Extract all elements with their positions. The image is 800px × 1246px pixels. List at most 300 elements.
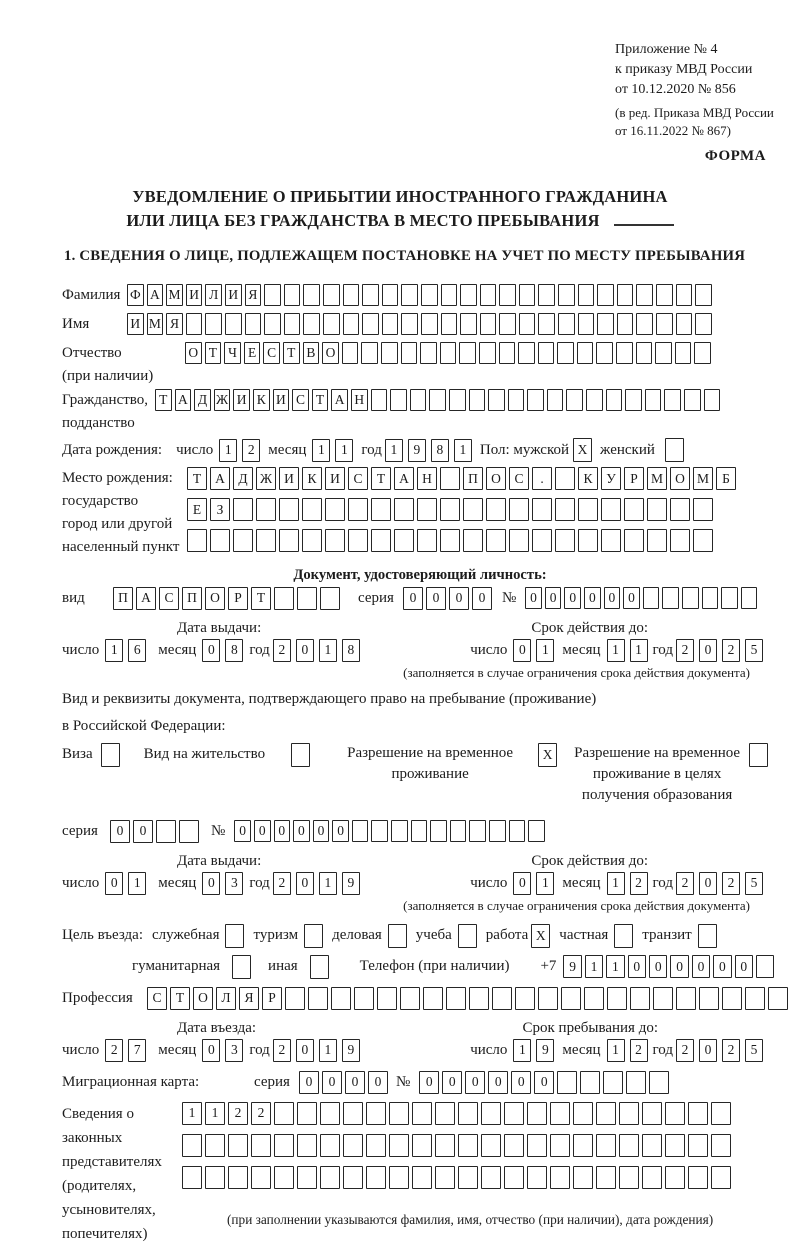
char-box[interactable]: 1 [319,872,337,895]
char-box[interactable] [323,284,340,306]
char-box[interactable] [435,1134,455,1157]
char-box[interactable] [558,284,575,306]
char-box[interactable]: Т [371,467,391,490]
char-box[interactable] [596,1166,616,1189]
char-box[interactable] [561,987,581,1010]
char-box[interactable]: И [273,389,290,411]
char-box[interactable]: О [322,342,339,364]
char-box[interactable] [573,1102,593,1125]
char-box[interactable] [308,987,328,1010]
char-box[interactable] [343,1166,363,1189]
char-box[interactable]: Б [716,467,736,490]
char-box[interactable]: 0 [105,872,123,895]
char-box[interactable] [186,313,203,335]
char-box[interactable]: 0 [692,955,710,978]
char-box[interactable]: Р [262,987,282,1010]
char-box[interactable]: 0 [513,872,531,895]
char-box[interactable]: 2 [273,872,291,895]
char-box[interactable] [515,987,535,1010]
char-box[interactable] [101,743,120,767]
char-box[interactable] [179,820,199,843]
char-box[interactable] [676,313,693,335]
char-box[interactable] [504,1134,524,1157]
char-box[interactable] [463,498,483,521]
char-box[interactable]: 2 [105,1039,123,1062]
char-box[interactable]: 0 [623,587,640,609]
char-box[interactable]: Ч [224,342,241,364]
char-box[interactable] [555,467,575,490]
char-box[interactable] [320,587,340,610]
char-box[interactable] [320,1166,340,1189]
char-box[interactable] [225,924,244,948]
char-box[interactable] [297,1102,317,1125]
char-box[interactable] [361,342,378,364]
char-box[interactable] [693,529,713,552]
char-box[interactable] [596,1102,616,1125]
char-box[interactable]: 2 [676,872,694,895]
char-box[interactable] [578,284,595,306]
char-box[interactable]: 2 [676,1039,694,1062]
char-box[interactable] [596,1134,616,1157]
char-box[interactable]: 0 [465,1071,485,1094]
char-box[interactable]: X [531,924,550,948]
char-box[interactable] [366,1134,386,1157]
char-box[interactable]: С [263,342,280,364]
char-box[interactable] [665,438,684,462]
char-box[interactable]: 1 [319,1039,337,1062]
char-box[interactable] [400,987,420,1010]
char-box[interactable]: Т [283,342,300,364]
char-box[interactable] [519,313,536,335]
char-box[interactable] [614,924,633,948]
char-box[interactable] [274,1134,294,1157]
char-box[interactable] [343,284,360,306]
char-box[interactable]: А [331,389,348,411]
char-box[interactable] [643,587,660,609]
char-box[interactable]: 2 [251,1102,271,1125]
char-box[interactable] [492,987,512,1010]
char-box[interactable] [538,284,555,306]
char-box[interactable]: З [210,498,230,521]
char-box[interactable]: 0 [513,639,531,662]
char-box[interactable]: 0 [604,587,621,609]
char-box[interactable] [382,313,399,335]
char-box[interactable]: П [182,587,202,610]
char-box[interactable] [377,987,397,1010]
char-box[interactable] [233,529,253,552]
char-box[interactable] [508,389,525,411]
char-box[interactable] [721,587,738,609]
char-box[interactable] [749,743,768,767]
char-box[interactable]: X [573,438,592,462]
char-box[interactable] [391,820,408,842]
char-box[interactable] [421,284,438,306]
char-box[interactable]: 1 [182,1102,202,1125]
char-box[interactable] [417,498,437,521]
char-box[interactable]: 0 [110,820,130,843]
char-box[interactable]: 2 [242,439,260,462]
char-box[interactable]: А [136,587,156,610]
char-box[interactable] [343,1134,363,1157]
char-box[interactable] [225,313,242,335]
char-box[interactable] [274,587,294,610]
char-box[interactable]: О [670,467,690,490]
char-box[interactable]: 0 [332,820,349,842]
char-box[interactable]: В [303,342,320,364]
char-box[interactable]: И [279,467,299,490]
char-box[interactable] [348,498,368,521]
char-box[interactable]: У [601,467,621,490]
char-box[interactable]: Т [251,587,271,610]
char-box[interactable] [693,498,713,521]
char-box[interactable]: 0 [699,1039,717,1062]
char-box[interactable] [665,1134,685,1157]
char-box[interactable]: М [647,467,667,490]
char-box[interactable]: 0 [488,1071,508,1094]
char-box[interactable] [768,987,788,1010]
char-box[interactable] [469,987,489,1010]
char-box[interactable] [603,1071,623,1094]
char-box[interactable] [664,389,681,411]
char-box[interactable] [711,1134,731,1157]
char-box[interactable] [636,284,653,306]
char-box[interactable]: Ж [214,389,231,411]
char-box[interactable] [420,342,437,364]
char-box[interactable] [722,987,742,1010]
char-box[interactable] [665,1102,685,1125]
char-box[interactable] [596,342,613,364]
char-box[interactable]: А [394,467,414,490]
char-box[interactable] [459,342,476,364]
char-box[interactable] [675,342,692,364]
char-box[interactable] [412,1102,432,1125]
char-box[interactable] [440,467,460,490]
char-box[interactable] [435,1166,455,1189]
char-box[interactable]: М [693,467,713,490]
char-box[interactable] [284,284,301,306]
char-box[interactable]: 1 [536,639,554,662]
char-box[interactable] [573,1166,593,1189]
char-box[interactable]: 1 [513,1039,531,1062]
char-box[interactable] [566,389,583,411]
char-box[interactable]: 0 [296,872,314,895]
char-box[interactable] [423,987,443,1010]
char-box[interactable]: И [225,284,242,306]
char-box[interactable]: О [205,587,225,610]
char-box[interactable] [616,342,633,364]
char-box[interactable] [684,389,701,411]
char-box[interactable] [440,342,457,364]
char-box[interactable] [343,1102,363,1125]
char-box[interactable]: 1 [105,639,123,662]
char-box[interactable]: 7 [128,1039,146,1062]
char-box[interactable] [285,987,305,1010]
char-box[interactable]: 1 [607,872,625,895]
char-box[interactable] [584,987,604,1010]
char-box[interactable] [527,1166,547,1189]
char-box[interactable]: 2 [676,639,694,662]
char-box[interactable]: Т [205,342,222,364]
char-box[interactable]: 0 [442,1071,462,1094]
char-box[interactable] [670,529,690,552]
char-box[interactable]: 1 [128,872,146,895]
char-box[interactable] [401,342,418,364]
char-box[interactable]: 9 [342,1039,360,1062]
char-box[interactable]: Ф [127,284,144,306]
char-box[interactable]: 1 [536,872,554,895]
char-box[interactable]: П [113,587,133,610]
char-box[interactable] [538,987,558,1010]
char-box[interactable]: 0 [322,1071,342,1094]
char-box[interactable] [441,313,458,335]
char-box[interactable]: 0 [628,955,646,978]
char-box[interactable]: 0 [534,1071,554,1094]
char-box[interactable] [676,987,696,1010]
char-box[interactable]: 8 [342,639,360,662]
char-box[interactable] [695,313,712,335]
char-box[interactable]: Л [216,987,236,1010]
char-box[interactable] [509,529,529,552]
char-box[interactable] [694,342,711,364]
char-box[interactable] [619,1134,639,1157]
char-box[interactable] [460,284,477,306]
char-box[interactable] [458,1166,478,1189]
char-box[interactable] [440,498,460,521]
char-box[interactable] [649,1071,669,1094]
char-box[interactable] [417,529,437,552]
char-box[interactable]: М [147,313,164,335]
char-box[interactable] [695,284,712,306]
char-box[interactable]: 1 [205,1102,225,1125]
char-box[interactable] [320,1134,340,1157]
char-box[interactable] [323,313,340,335]
char-box[interactable] [440,529,460,552]
char-box[interactable] [550,1134,570,1157]
char-box[interactable]: И [127,313,144,335]
char-box[interactable] [580,1071,600,1094]
char-box[interactable] [578,498,598,521]
char-box[interactable]: М [166,284,183,306]
char-box[interactable] [558,313,575,335]
char-box[interactable]: П [463,467,483,490]
char-box[interactable] [704,389,721,411]
char-box[interactable] [527,1134,547,1157]
char-box[interactable] [557,1071,577,1094]
char-box[interactable]: 3 [225,872,243,895]
char-box[interactable]: X [538,743,557,767]
char-box[interactable] [653,987,673,1010]
char-box[interactable] [711,1166,731,1189]
char-box[interactable] [550,1166,570,1189]
char-box[interactable] [352,820,369,842]
char-box[interactable]: 0 [313,820,330,842]
char-box[interactable]: 9 [342,872,360,895]
char-box[interactable] [486,498,506,521]
char-box[interactable] [597,284,614,306]
char-box[interactable]: 1 [606,955,624,978]
char-box[interactable] [682,587,699,609]
char-box[interactable] [429,389,446,411]
char-box[interactable]: 0 [735,955,753,978]
char-box[interactable] [702,587,719,609]
char-box[interactable] [394,498,414,521]
char-box[interactable] [412,1134,432,1157]
char-box[interactable] [504,1166,524,1189]
char-box[interactable]: 0 [525,587,542,609]
char-box[interactable]: 0 [293,820,310,842]
char-box[interactable] [371,820,388,842]
char-box[interactable]: А [175,389,192,411]
char-box[interactable]: 0 [274,820,291,842]
char-box[interactable]: Д [194,389,211,411]
char-box[interactable] [274,1102,294,1125]
char-box[interactable] [656,284,673,306]
char-box[interactable]: О [193,987,213,1010]
char-box[interactable]: Р [624,467,644,490]
char-box[interactable]: 0 [254,820,271,842]
char-box[interactable] [458,1102,478,1125]
char-box[interactable] [450,820,467,842]
char-box[interactable] [499,342,516,364]
char-box[interactable] [182,1166,202,1189]
char-box[interactable]: Т [170,987,190,1010]
char-box[interactable]: О [185,342,202,364]
char-box[interactable]: Ж [256,467,276,490]
char-box[interactable]: 2 [228,1102,248,1125]
char-box[interactable] [636,313,653,335]
char-box[interactable]: К [578,467,598,490]
char-box[interactable] [479,342,496,364]
char-box[interactable] [228,1134,248,1157]
char-box[interactable] [481,1134,501,1157]
char-box[interactable]: 9 [408,439,426,462]
char-box[interactable] [463,529,483,552]
char-box[interactable] [518,342,535,364]
char-box[interactable] [205,1134,225,1157]
char-box[interactable]: 1 [630,639,648,662]
char-box[interactable] [366,1102,386,1125]
char-box[interactable] [538,313,555,335]
char-box[interactable] [264,284,281,306]
char-box[interactable] [699,987,719,1010]
char-box[interactable] [303,284,320,306]
char-box[interactable] [626,1071,646,1094]
char-box[interactable]: 9 [536,1039,554,1062]
char-box[interactable]: 0 [296,639,314,662]
char-box[interactable]: 2 [722,1039,740,1062]
char-box[interactable] [619,1166,639,1189]
char-box[interactable] [647,529,667,552]
char-box[interactable]: Т [155,389,172,411]
char-box[interactable]: 8 [225,639,243,662]
char-box[interactable] [291,743,310,767]
char-box[interactable]: Н [417,467,437,490]
char-box[interactable] [619,1102,639,1125]
char-box[interactable] [325,529,345,552]
char-box[interactable] [481,1102,501,1125]
char-box[interactable] [302,529,322,552]
char-box[interactable]: Е [244,342,261,364]
char-box[interactable] [421,313,438,335]
char-box[interactable] [343,313,360,335]
char-box[interactable] [642,1134,662,1157]
char-box[interactable] [607,987,627,1010]
char-box[interactable]: 0 [449,587,469,610]
char-box[interactable]: К [253,389,270,411]
char-box[interactable]: И [186,284,203,306]
char-box[interactable] [670,498,690,521]
char-box[interactable]: 0 [564,587,581,609]
char-box[interactable]: 0 [234,820,251,842]
char-box[interactable] [655,342,672,364]
char-box[interactable]: 0 [545,587,562,609]
char-box[interactable] [187,529,207,552]
char-box[interactable]: О [486,467,506,490]
char-box[interactable]: 0 [584,587,601,609]
char-box[interactable]: 3 [225,1039,243,1062]
char-box[interactable] [304,924,323,948]
char-box[interactable]: 5 [745,639,763,662]
char-box[interactable]: 1 [385,439,403,462]
char-box[interactable] [698,924,717,948]
char-box[interactable] [320,1102,340,1125]
char-box[interactable] [331,987,351,1010]
char-box[interactable]: Я [166,313,183,335]
char-box[interactable]: 0 [472,587,492,610]
char-box[interactable] [389,1166,409,1189]
char-box[interactable] [688,1134,708,1157]
char-box[interactable]: 1 [319,639,337,662]
char-box[interactable]: 1 [312,439,330,462]
char-box[interactable]: 0 [699,872,717,895]
char-box[interactable]: 0 [202,1039,220,1062]
char-box[interactable] [555,529,575,552]
char-box[interactable] [527,1102,547,1125]
char-box[interactable] [647,498,667,521]
char-box[interactable] [435,1102,455,1125]
char-box[interactable] [499,313,516,335]
char-box[interactable] [550,1102,570,1125]
char-box[interactable]: . [532,467,552,490]
char-box[interactable] [232,955,251,979]
char-box[interactable] [371,389,388,411]
char-box[interactable] [382,284,399,306]
char-box[interactable] [342,342,359,364]
char-box[interactable] [547,389,564,411]
char-box[interactable]: 0 [403,587,423,610]
char-box[interactable] [601,529,621,552]
char-box[interactable] [182,1134,202,1157]
char-box[interactable] [205,1166,225,1189]
char-box[interactable]: Е [187,498,207,521]
char-box[interactable] [676,284,693,306]
char-box[interactable] [504,1102,524,1125]
char-box[interactable]: 1 [607,1039,625,1062]
char-box[interactable] [156,820,176,843]
char-box[interactable] [665,1166,685,1189]
char-box[interactable] [302,498,322,521]
char-box[interactable] [532,529,552,552]
char-box[interactable] [578,313,595,335]
char-box[interactable] [509,498,529,521]
char-box[interactable] [617,284,634,306]
char-box[interactable]: 0 [699,639,717,662]
char-box[interactable] [469,389,486,411]
char-box[interactable] [256,529,276,552]
char-box[interactable] [412,1166,432,1189]
char-box[interactable] [745,987,765,1010]
char-box[interactable] [366,1166,386,1189]
